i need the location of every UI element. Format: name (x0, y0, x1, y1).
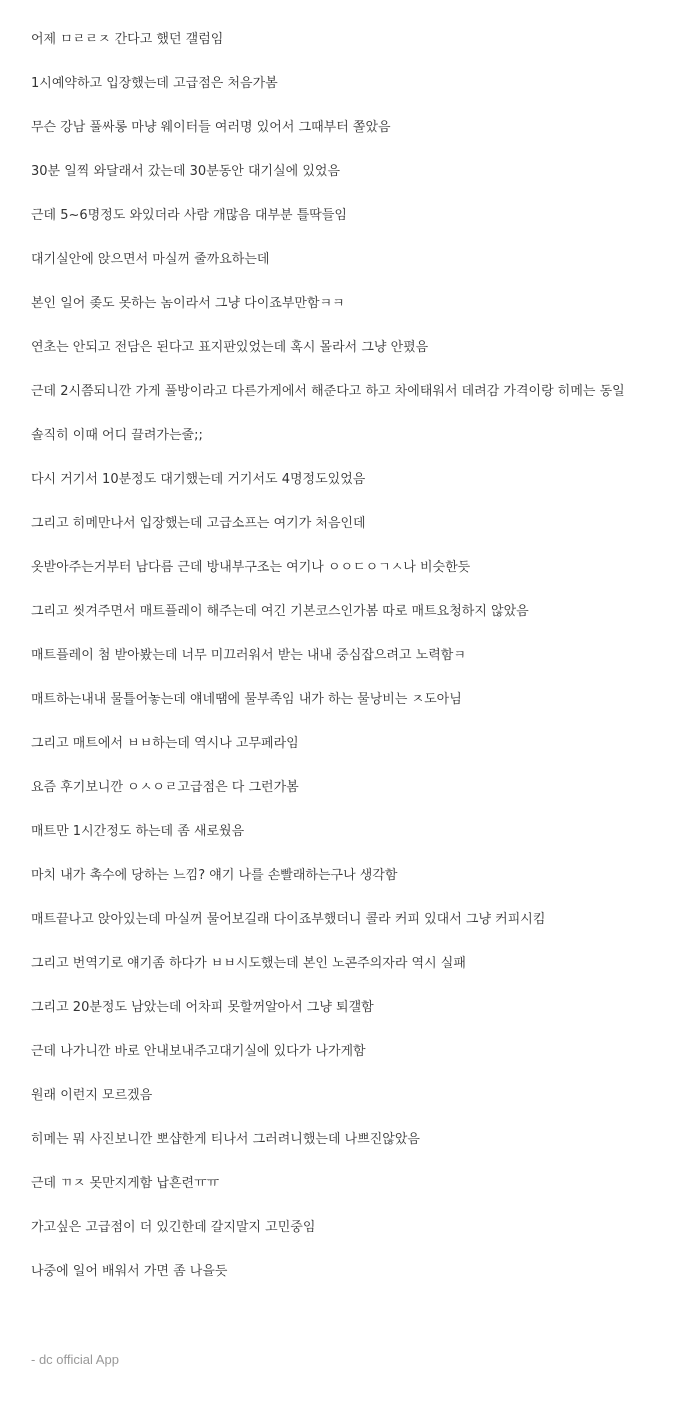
post-line: 마치 내가 촉수에 당하는 느낌? 얘기 나를 손빨래하는구나 생각함 (31, 868, 398, 883)
post-line: 그리고 번역기로 얘기좀 하다가 ㅂㅂ시도했는데 본인 노콘주의자라 역시 실패 (31, 956, 466, 971)
post-line: 그리고 씻겨주면서 매트플레이 해주는데 여긴 기본코스인가봄 따로 매트요청하지 않았음 (31, 604, 529, 619)
post-line: 무슨 강남 풀싸롱 마냥 웨이터들 여러명 있어서 그때부터 쫄았음 (31, 120, 391, 135)
post-line: 솔직히 이때 어디 끌려가는줄;; (31, 428, 203, 443)
post-line: 히메는 뭐 사진보니깐 뽀샵한게 티나서 그러려니했는데 나쁘진않았음 (31, 1132, 420, 1147)
post-line: 매트끝나고 앉아있는데 마실꺼 물어보길래 다이죠부했더니 콜라 커피 있대서 그냥 커피시킴 (31, 912, 546, 927)
post-line: 매트하는내내 물틀어놓는데 얘네땜에 물부족임 내가 하는 물낭비는 ㅈ도아님 (31, 692, 462, 707)
app-signature: - dc official App (31, 1352, 119, 1367)
post-line: 그리고 히메만나서 입장했는데 고급소프는 여기가 처음인데 (31, 516, 366, 531)
post-line: 어제 ㅁㄹㄹㅈ 간다고 했던 갤럼임 (31, 32, 224, 47)
post-line: 그리고 20분정도 남았는데 어차피 못할꺼알아서 그냥 퇴갤함 (31, 1000, 374, 1015)
post-line: 본인 일어 좆도 못하는 놈이라서 그냥 다이죠부만함ㅋㅋ (31, 296, 345, 311)
post-line: 대기실안에 앉으면서 마실꺼 줄까요하는데 (31, 252, 270, 267)
post-line: 매트만 1시간정도 하는데 좀 새로웠음 (31, 824, 245, 839)
post-line: 근데 ㄲㅈ 못만지게함 납흔련ㅠㅠ (31, 1176, 220, 1191)
post-line: 원래 이런지 모르겠음 (31, 1088, 153, 1103)
post-line: 매트플레이 첨 받아봤는데 너무 미끄러워서 받는 내내 중심잡으려고 노력함ㅋ (31, 648, 466, 663)
post-line: 30분 일찍 와달래서 갔는데 30분동안 대기실에 있었음 (31, 164, 341, 179)
post-line: 근데 2시쯤되니깐 가게 풀방이라고 다른가게에서 해준다고 하고 차에태워서 데려감 가격이랑 히메는 동일 (31, 384, 625, 399)
post-line: 근데 5~6명정도 와있더라 사람 개많음 대부분 틀딱들임 (31, 208, 347, 223)
post-line: 요즘 후기보니깐 ㅇㅅㅇㄹ고급점은 다 그런가봄 (31, 780, 299, 795)
post-line: 연초는 안되고 전담은 된다고 표지판있었는데 혹시 몰라서 그냥 안폈음 (31, 340, 429, 355)
post-body (31, 29, 671, 1305)
post-line: 1시예약하고 입장했는데 고급점은 처음가봄 (31, 76, 278, 91)
post-line: 그리고 매트에서 ㅂㅂ하는데 역시나 고무페라임 (31, 736, 299, 751)
post-line: 다시 거기서 10분정도 대기했는데 거기서도 4명정도있었음 (31, 472, 366, 487)
post-line: 가고싶은 고급점이 더 있긴한데 갈지말지 고민중임 (31, 1220, 316, 1235)
post-line: 옷받아주는거부터 남다름 근데 방내부구조는 여기나 ㅇㅇㄷㅇㄱㅅ나 비슷한듯 (31, 560, 471, 575)
post-line: 근데 나가니깐 바로 안내보내주고대기실에 있다가 나가게함 (31, 1044, 366, 1059)
post-line: 나중에 일어 배워서 가면 좀 나을듯 (31, 1264, 228, 1279)
